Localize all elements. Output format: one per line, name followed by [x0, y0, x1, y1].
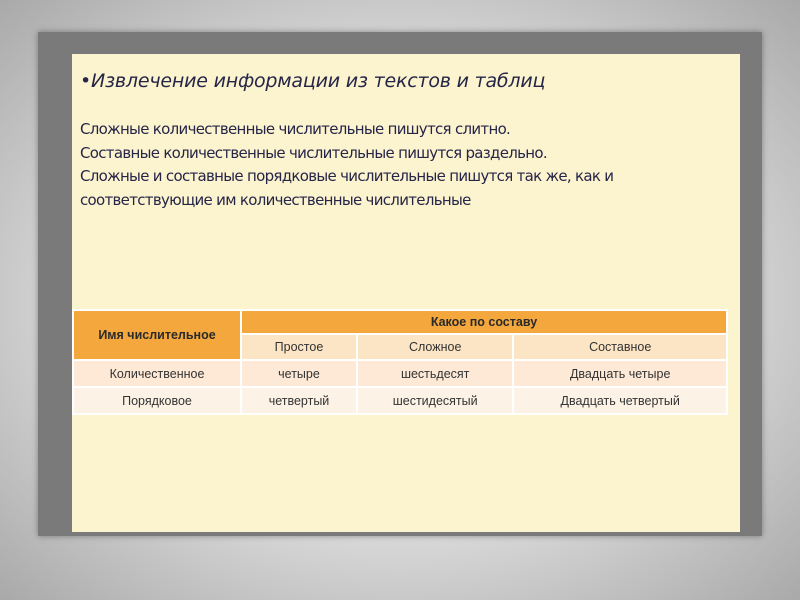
table-cell: четыре [242, 361, 356, 386]
table-row [74, 361, 726, 386]
row-label: Порядковое [74, 388, 240, 413]
subheader-simple: Простое [242, 335, 356, 359]
slide-frame [38, 32, 762, 536]
table-row [74, 388, 726, 413]
paragraph-line: Составные количественные числительные пишутся раздельно. [80, 143, 547, 162]
table-cell: шестидесятый [358, 388, 512, 413]
numerals-table [72, 309, 728, 415]
slide [72, 54, 740, 532]
paragraph-line: соответствующие им количественные числительные [80, 190, 471, 209]
header-composition: Какое по составу [242, 311, 726, 333]
table-cell: шестьдесят [358, 361, 512, 386]
subheader-complex: Сложное [358, 335, 512, 359]
paragraph-line: Сложные и составные порядковые числительные пишутся так же, как и [80, 167, 614, 185]
row-label: Количественное [74, 361, 240, 386]
paragraph-line: Сложные количественные числительные пишутся слитно. [80, 120, 511, 138]
header-numeral-name: Имя числительное [74, 311, 240, 359]
table-header-row [74, 311, 726, 333]
table-cell: Двадцать четвертый [514, 388, 726, 413]
slide-heading: •Извлечение информации из текстов и таблиц [80, 70, 546, 92]
subheader-compound: Составное [514, 335, 726, 359]
table-cell: четвертый [242, 388, 356, 413]
table-cell: Двадцать четыре [514, 361, 726, 386]
slide-paragraph [80, 118, 720, 212]
